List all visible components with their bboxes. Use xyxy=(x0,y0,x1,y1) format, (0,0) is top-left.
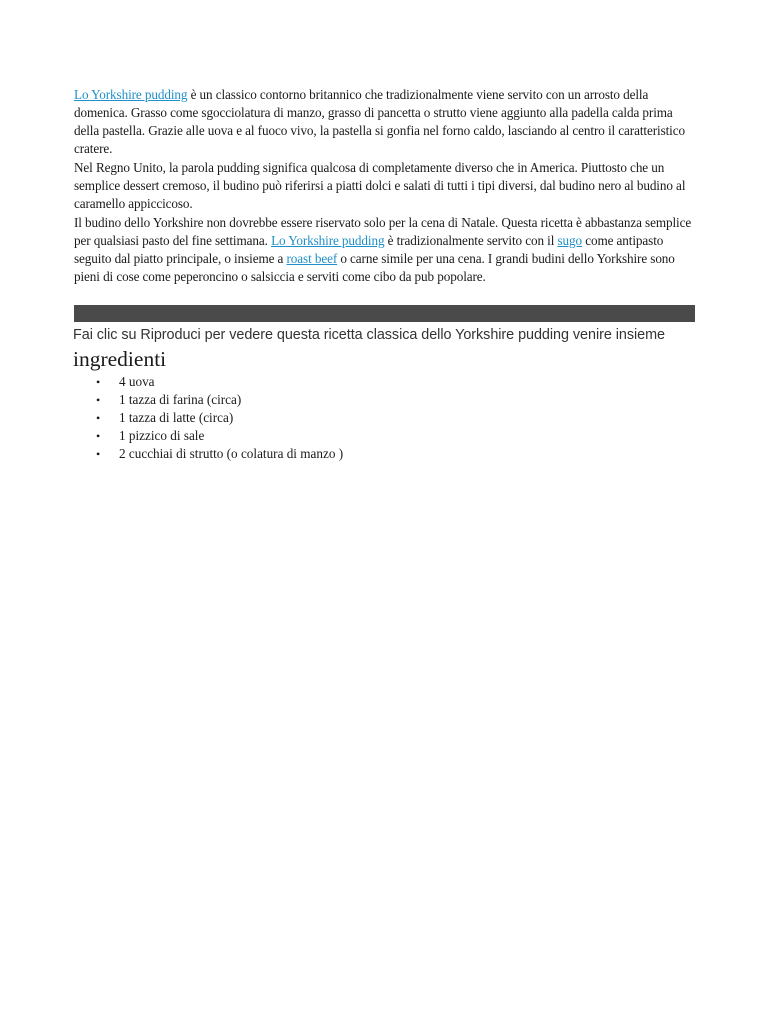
ingredient-text: 1 pizzico di sale xyxy=(119,428,205,443)
serving-text-2: è tradizionalmente servito con il xyxy=(384,233,558,248)
ingredient-text: 2 cucchiai di strutto (o colatura di manzo ) xyxy=(119,446,344,461)
ingredients-heading: ingredienti xyxy=(73,347,167,371)
ingredients-list xyxy=(74,373,696,463)
intro-paragraph xyxy=(74,86,696,158)
ingredient-text: 4 uova xyxy=(119,374,155,389)
serving-text-4: o carne simile per una cena. I grandi budini dello Yorkshire sono pieni di cose come peperoncino o salsiccia e serviti come cibo da pub popolare. xyxy=(74,251,675,284)
list-item xyxy=(74,409,696,427)
uk-meaning-paragraph xyxy=(74,159,696,213)
article xyxy=(74,86,696,463)
ingredient-text: 1 tazza di latte (circa) xyxy=(119,410,234,425)
yorkshire-pudding-link[interactable]: Lo Yorkshire pudding xyxy=(74,87,188,102)
serving-text-3: come antipasto seguito dal piatto principale, o insieme a xyxy=(74,233,664,266)
video-player-bar[interactable] xyxy=(74,305,695,322)
list-item xyxy=(74,373,696,391)
intro-text: è un classico contorno britannico che tradizionalmente viene servito con un arrosto della domenica. Grasso come sgocciolatura di manzo, grasso di pancetta o strutto viene aggiunto alla padella calda prima della pastella. Grazie alle uova e al fuoco vivo, la pastella si gonfia nel forno caldo, lasciando al centro il caratteristico cratere. xyxy=(74,87,685,156)
bullet-icon: • xyxy=(96,447,101,461)
yorkshire-pudding-link-2[interactable]: Lo Yorkshire pudding xyxy=(271,233,385,248)
bullet-icon: • xyxy=(96,429,101,443)
sugo-link[interactable]: sugo xyxy=(557,233,582,248)
video-caption: Fai clic su Riproduci per vedere questa ricetta classica dello Yorkshire pudding venire insieme xyxy=(73,327,665,343)
bullet-icon: • xyxy=(96,375,101,389)
ingredient-text: 1 tazza di farina (circa) xyxy=(119,392,242,407)
list-item xyxy=(74,427,696,445)
roast-beef-link[interactable]: roast beef xyxy=(286,251,338,266)
serving-paragraph xyxy=(74,214,696,286)
bullet-icon: • xyxy=(96,411,101,425)
serving-text-1: Il budino dello Yorkshire non dovrebbe essere riservato solo per la cena di Natale. Questa ricetta è abbastanza semplice per qualsiasi pasto del fine settimana. xyxy=(74,215,692,248)
list-item xyxy=(74,391,696,409)
list-item xyxy=(74,445,696,463)
uk-meaning-text: Nel Regno Unito, la parola pudding significa qualcosa di completamente diverso che in America. Piuttosto che un semplice dessert cremoso, il budino può riferirsi a piatti dolci e salati di tutti i tipi diversi, dal budino nero al budino al caramello appiccicoso. xyxy=(74,160,686,211)
bullet-icon: • xyxy=(96,393,101,407)
